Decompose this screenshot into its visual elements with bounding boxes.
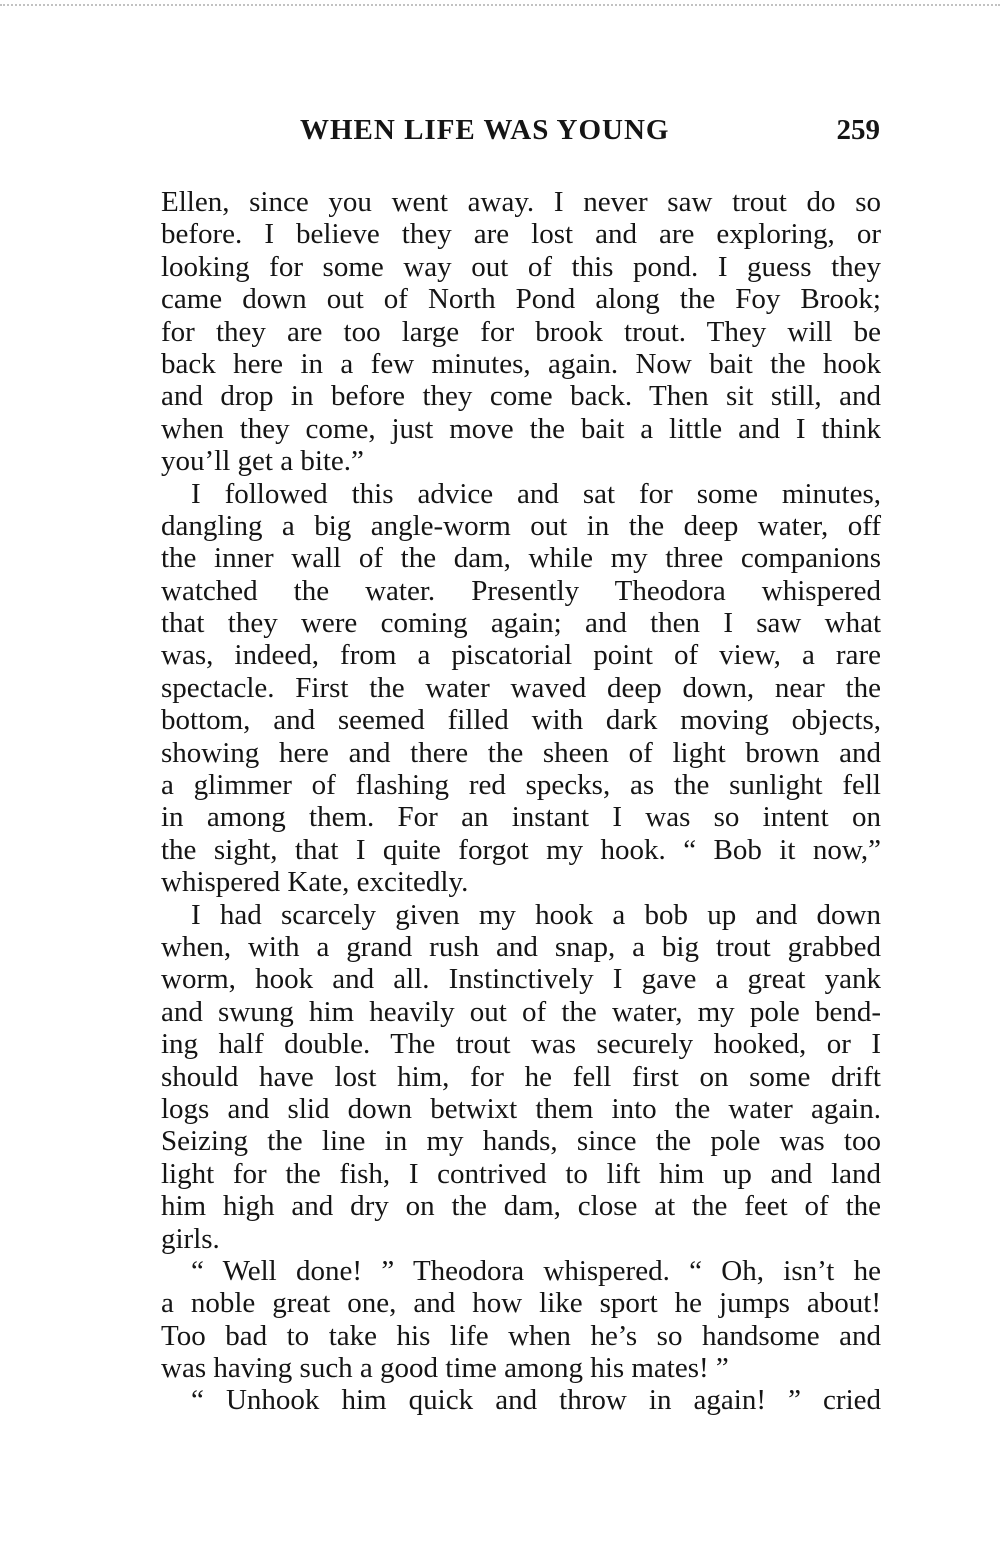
- text-line: a noble great one, and how like sport he jumps about!: [161, 1287, 881, 1320]
- text-line: ing half double. The trout was securely hooked, or I: [161, 1028, 881, 1061]
- text-line: whispered Kate, excitedly.: [161, 866, 469, 899]
- text-line: in among them. For an instant I was so intent on: [161, 801, 881, 834]
- running-title: WHEN LIFE WAS YOUNG: [300, 114, 670, 146]
- text-line: light for the fish, I contrived to lift him up and land: [161, 1157, 881, 1190]
- text-line: bottom, and seemed filled with dark moving objects,: [161, 704, 881, 737]
- text-line: when, with a grand rush and snap, a big trout grabbed: [161, 930, 881, 963]
- text-line: watched the water. Presently Theodora whispered: [161, 574, 881, 607]
- text-line: should have lost him, for he fell first on some drift: [161, 1060, 881, 1093]
- text-line: came down out of North Pond along the Foy Brook;: [161, 283, 881, 316]
- text-line: a glimmer of flashing red specks, as the sunlight fell: [161, 769, 881, 802]
- text-line: Seizing the line in my hands, since the pole was too: [161, 1125, 881, 1158]
- text-line: I followed this advice and sat for some minutes,: [191, 477, 881, 510]
- text-line: back here in a few minutes, again. Now bait the hook: [161, 347, 881, 380]
- scan-edge-artifact: [0, 4, 1000, 10]
- running-head: [160, 114, 882, 154]
- text-line: when they come, just move the bait a little and I think: [161, 412, 881, 445]
- text-line: the sight, that I quite forgot my hook. “ Bob it now,”: [161, 833, 881, 866]
- text-line: you’ll get a bite.”: [161, 445, 364, 478]
- text-line: and drop in before they come back. Then sit still, and: [161, 380, 881, 413]
- text-line: showing here and there the sheen of light brown and: [161, 736, 881, 769]
- text-line: Ellen, since you went away. I never saw trout do so: [161, 186, 881, 218]
- text-line: looking for some way out of this pond. I guess they: [161, 250, 881, 283]
- body-text: [161, 186, 881, 1417]
- text-line: before. I believe they are lost and are exploring, or: [161, 218, 881, 251]
- text-line: the inner wall of the dam, while my three companions: [161, 542, 881, 575]
- text-line: girls.: [161, 1222, 220, 1255]
- text-line: that they were coming again; and then I saw what: [161, 607, 881, 640]
- text-line: “ Well done! ” Theodora whispered. “ Oh, isn’t he: [191, 1254, 881, 1287]
- text-line: “ Unhook him quick and throw in again! ” cried: [191, 1384, 881, 1417]
- text-line: and swung him heavily out of the water, my pole bend-: [161, 995, 881, 1028]
- text-line: dangling a big angle-worm out in the deep water, off: [161, 509, 881, 542]
- text-line: was having such a good time among his mates! ”: [161, 1352, 729, 1385]
- text-line: worm, hook and all. Instinctively I gave a great yank: [161, 963, 881, 996]
- page-number: 259: [836, 114, 880, 146]
- text-line: him high and dry on the dam, close at the feet of the: [161, 1190, 881, 1223]
- text-line: logs and slid down betwixt them into the water again.: [161, 1092, 881, 1125]
- text-line: for they are too large for brook trout. They will be: [161, 315, 881, 348]
- text-line: Too bad to take his life when he’s so handsome and: [161, 1319, 881, 1352]
- text-line: was, indeed, from a piscatorial point of view, a rare: [161, 639, 881, 672]
- text-line: I had scarcely given my hook a bob up and down: [191, 898, 881, 931]
- text-line: spectacle. First the water waved deep down, near the: [161, 671, 881, 704]
